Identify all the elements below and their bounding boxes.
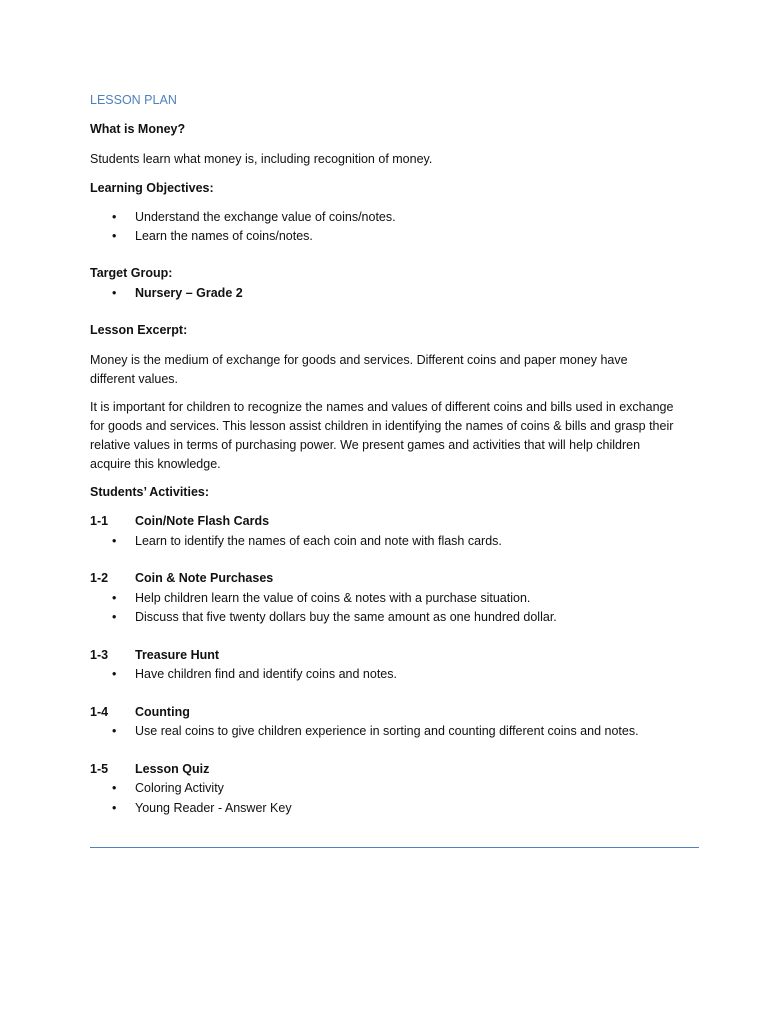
section-title: Coin/Note Flash Cards: [135, 514, 270, 528]
objective-text: Understand the exchange value of coins/notes.: [135, 210, 396, 224]
intro-text: Students learn what money is, including recognition of money.: [90, 152, 433, 166]
page-title: What is Money?: [90, 122, 186, 136]
bullet-icon: •: [112, 667, 117, 681]
section-number: 1-2: [90, 571, 109, 585]
activity-text: Coloring Activity: [135, 781, 224, 795]
document-page: [90, 0, 700, 1024]
bullet-icon: •: [112, 534, 117, 548]
bullet-icon: •: [112, 724, 117, 738]
bullet-icon: •: [112, 781, 117, 795]
section-number: 1-3: [90, 648, 109, 662]
excerpt-paragraph: Money is the medium of exchange for goods and services. Different coins and paper money have different values.: [90, 353, 628, 386]
excerpt-paragraph: It is important for children to recognize the names and values of different coins and bills used in exchange for goods and services. This lesson assist children in identifying the names of coins & bills and grasp their relative values in terms of purchasing power. We present games and activities that will help children acquire this knowledge.: [90, 400, 674, 471]
bullet-icon: •: [112, 591, 117, 605]
section-title: Treasure Hunt: [135, 648, 220, 662]
activity-text: Use real coins to give children experience in sorting and counting different coins and notes.: [135, 724, 639, 738]
objectives-heading: Learning Objectives:: [90, 181, 214, 195]
bullet-icon: •: [112, 229, 117, 243]
lesson-plan-label: LESSON PLAN: [90, 93, 177, 107]
objective-text: Learn the names of coins/notes.: [135, 229, 313, 243]
bullet-icon: •: [112, 210, 117, 224]
target-group-heading: Target Group:: [90, 266, 173, 280]
activity-text: Discuss that five twenty dollars buy the same amount as one hundred dollar.: [135, 610, 557, 624]
section-title: Counting: [135, 705, 190, 719]
section-number: 1-5: [90, 762, 109, 776]
activity-text: Help children learn the value of coins & notes with a purchase situation.: [135, 591, 531, 605]
section-title: Lesson Quiz: [135, 762, 210, 776]
footer-divider: [90, 847, 699, 848]
bullet-icon: •: [112, 801, 117, 815]
activity-text: Young Reader - Answer Key: [135, 801, 292, 815]
section-number: 1-1: [90, 514, 109, 528]
target-group-text: Nursery – Grade 2: [135, 286, 243, 300]
activity-text: Have children find and identify coins and notes.: [135, 667, 397, 681]
excerpt-heading: Lesson Excerpt:: [90, 323, 188, 337]
bullet-icon: •: [112, 286, 117, 300]
bullet-icon: •: [112, 610, 117, 624]
section-title: Coin & Note Purchases: [135, 571, 274, 585]
section-number: 1-4: [90, 705, 109, 719]
activity-text: Learn to identify the names of each coin and note with flash cards.: [135, 534, 502, 548]
activities-heading: Students’ Activities:: [90, 485, 210, 499]
